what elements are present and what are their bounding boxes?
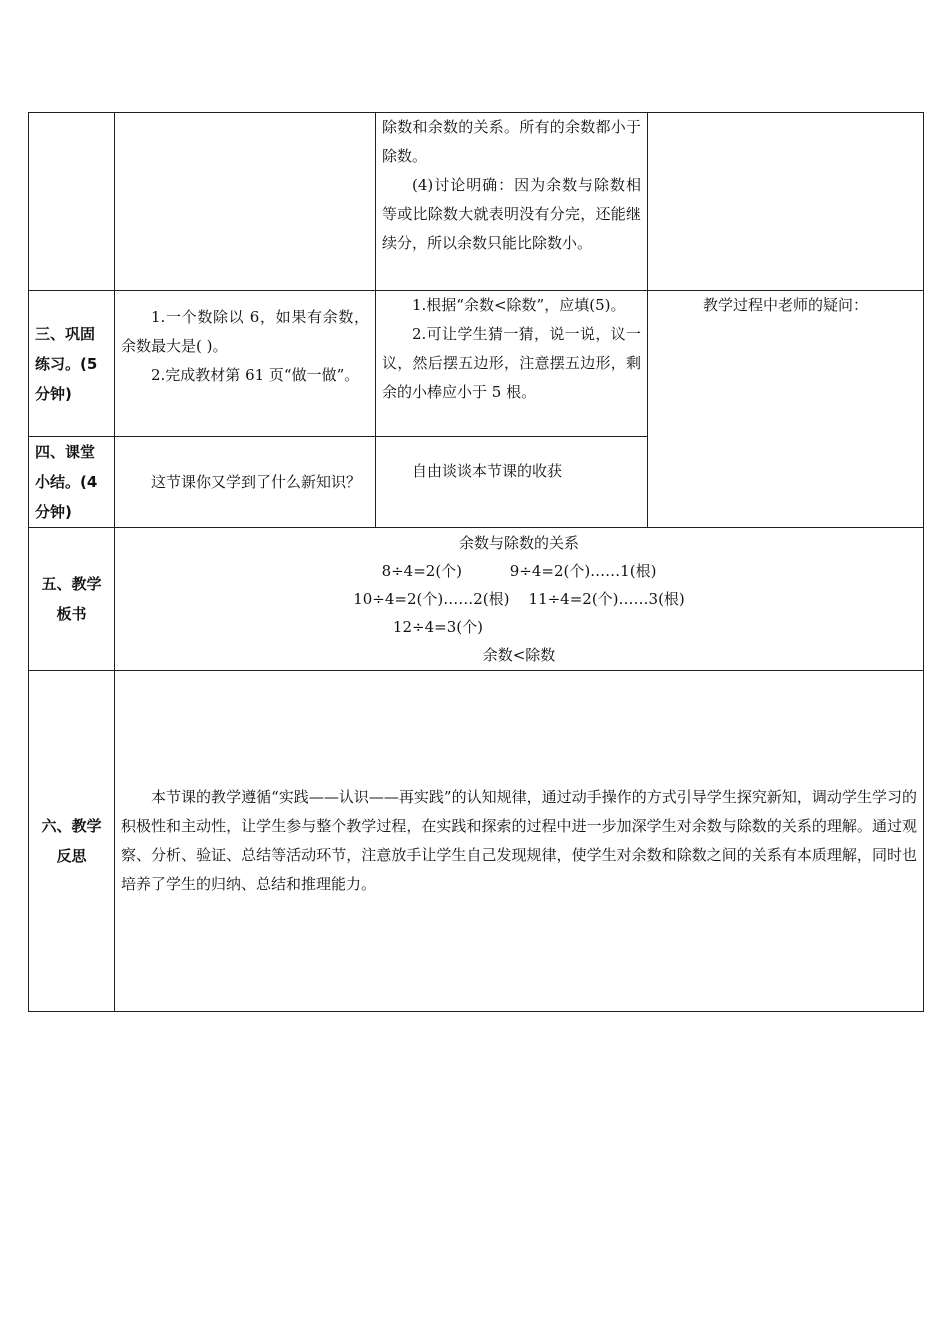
student-paragraph: (4)讨论明确：因为余数与除数相等或比除数大就表明没有分完，还能继续分，所以余数只能比除数小。 — [382, 176, 641, 252]
teacher-item: 这节课你又学到了什么新知识？ — [151, 472, 362, 491]
teacher-activity-cell — [115, 437, 376, 528]
empty-teacher-cell — [115, 113, 376, 291]
section-3-row — [29, 291, 924, 437]
blackboard-cell — [115, 528, 924, 671]
board-title: 余数与除数的关系 — [458, 534, 579, 552]
notes-cell — [648, 291, 924, 528]
empty-label-cell — [29, 113, 115, 291]
student-item: 自由谈谈本节课的收获 — [412, 462, 563, 480]
student-activity-cell — [376, 437, 648, 528]
section-label: 三、巩固练习。(5分钟) — [29, 291, 115, 437]
empty-notes-cell — [648, 113, 924, 291]
student-paragraph: 除数和余数的关系。所有的余数都小于除数。 — [382, 118, 641, 165]
student-item: 1.根据“余数<除数”，应填(5)。 — [412, 296, 626, 314]
board-equation-line: 12÷4=3(个) — [392, 618, 646, 636]
section-label: 六、教学反思 — [29, 671, 115, 1012]
section-5-row — [29, 528, 924, 671]
section-label: 五、教学板书 — [29, 528, 115, 671]
reflection-text: 本节课的教学遵循“实践——认识——再实践”的认知规律，通过动手操作的方式引导学生探究新知，调动学生学习的积极性和主动性，让学生参与整个教学过程，在实践和探索的过程中进一步加深学生对余数与除数的关系的理解。通过观察、分析、验证、总结等活动环节，注意放手让学生自己发现规律，使学生对余数和除数之间的关系有本质理解，同时也培养了学生的归纳、总结和推理能力。 — [121, 788, 917, 893]
board-conclusion: 余数<除数 — [482, 646, 556, 664]
teacher-activity-cell — [115, 291, 376, 437]
student-activity-cell — [376, 113, 648, 291]
continuation-row — [29, 113, 924, 291]
teacher-item: 2.完成教材第 61 页“做一做”。 — [151, 366, 360, 384]
lesson-plan-table — [28, 112, 924, 1012]
board-equation-line: 10÷4=2(个)……2(根) 11÷4=2(个)……3(根) — [353, 590, 685, 608]
teacher-item: 1.一个数除以 6，如果有余数，余数最大是( )。 — [121, 308, 369, 355]
reflection-cell — [115, 671, 924, 1012]
section-6-row — [29, 671, 924, 1012]
section-label: 四、课堂小结。(4分钟) — [29, 437, 115, 528]
board-equation-line: 8÷4=2(个) 9÷4=2(个)……1(根) — [381, 562, 657, 580]
student-activity-cell — [376, 291, 648, 437]
notes-heading: 教学过程中老师的疑问： — [702, 296, 868, 314]
student-item: 2.可让学生猜一猜，说一说，议一议，然后摆五边形，注意摆五边形，剩余的小棒应小于 5 根。 — [382, 325, 641, 401]
